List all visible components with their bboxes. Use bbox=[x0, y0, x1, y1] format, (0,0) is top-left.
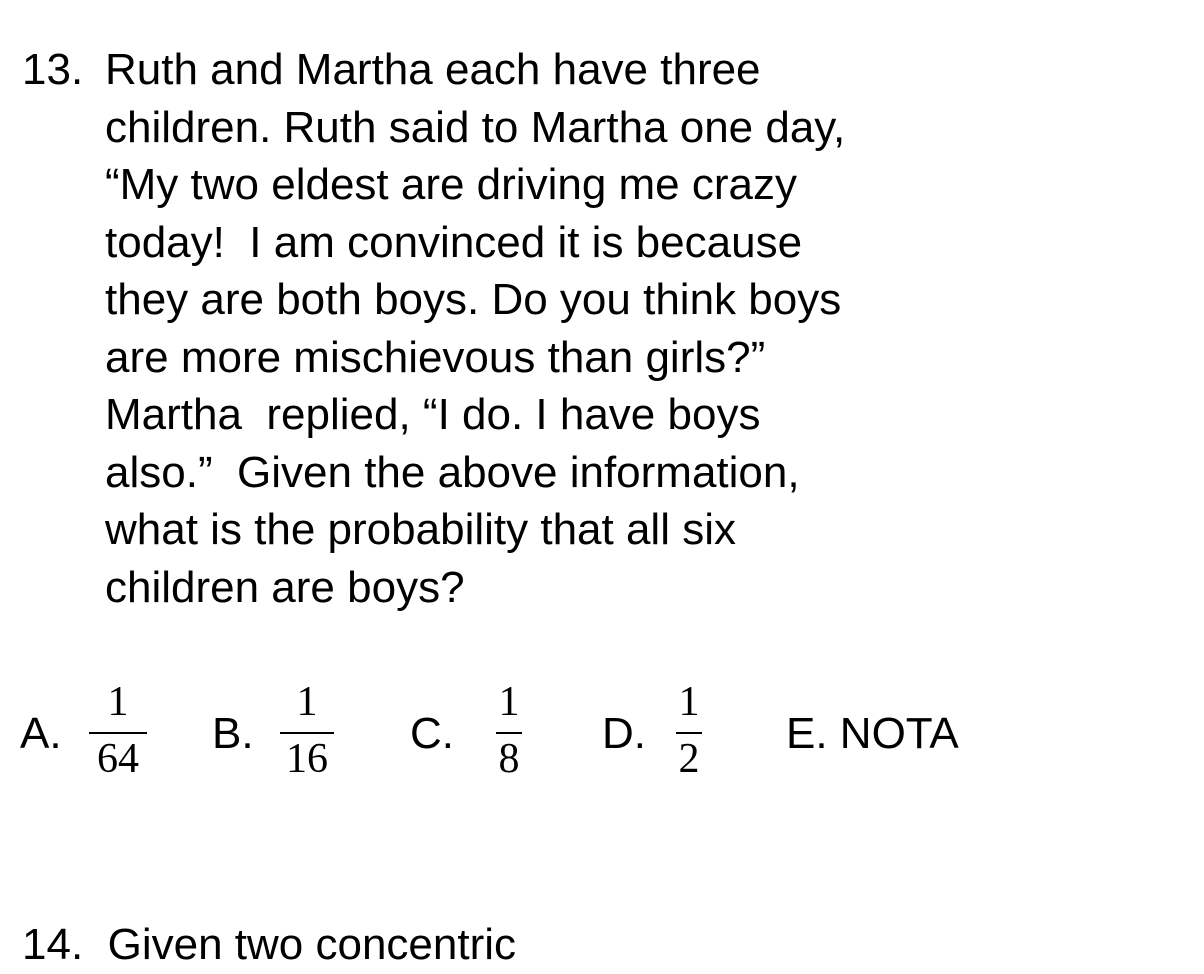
choice-b-label: B. bbox=[212, 709, 254, 758]
choice-d-denominator: 2 bbox=[678, 736, 700, 782]
fraction-bar bbox=[89, 732, 147, 734]
choice-b-denominator: 16 bbox=[286, 736, 328, 782]
question-line: children are boys? bbox=[105, 562, 465, 612]
choice-b-numerator: 1 bbox=[296, 679, 318, 725]
question-line: children. Ruth said to Martha one day, bbox=[105, 102, 846, 152]
question-line: Martha replied, “I do. I have boys bbox=[105, 390, 761, 439]
choice-d-numerator: 1 bbox=[678, 679, 700, 725]
choice-d-label: D. bbox=[602, 709, 646, 758]
choice-c-numerator: 1 bbox=[498, 679, 520, 725]
question-line: what is the probability that all six bbox=[105, 505, 736, 554]
fraction-bar bbox=[496, 732, 522, 734]
question-line: are more mischievous than girls?” bbox=[105, 332, 766, 382]
question-line: also.” Given the above information, bbox=[105, 447, 800, 497]
question-line: they are both boys. Do you think boys bbox=[105, 275, 842, 324]
choice-a-denominator: 64 bbox=[97, 736, 139, 782]
choice-c-fraction bbox=[490, 680, 528, 781]
choice-c-label: C. bbox=[410, 709, 454, 758]
question-number: 13. bbox=[22, 45, 84, 94]
choice-a-numerator: 1 bbox=[107, 679, 129, 725]
choice-a-fraction bbox=[88, 680, 148, 781]
choice-b-fraction bbox=[277, 680, 337, 781]
question-line: Ruth and Martha each have three bbox=[105, 45, 761, 94]
choice-a-label: A. bbox=[20, 709, 62, 758]
next-question-partial: 14. Given two concentric bbox=[22, 920, 517, 969]
fraction-bar bbox=[676, 732, 702, 734]
question-line: “My two eldest are driving me crazy bbox=[105, 160, 797, 209]
choice-c-denominator: 8 bbox=[498, 736, 520, 782]
fraction-bar bbox=[280, 732, 334, 734]
question-line: today! I am convinced it is because bbox=[105, 217, 803, 267]
choice-e-label: E. NOTA bbox=[786, 709, 959, 758]
question-text bbox=[105, 41, 845, 616]
choice-d-fraction bbox=[670, 680, 708, 781]
